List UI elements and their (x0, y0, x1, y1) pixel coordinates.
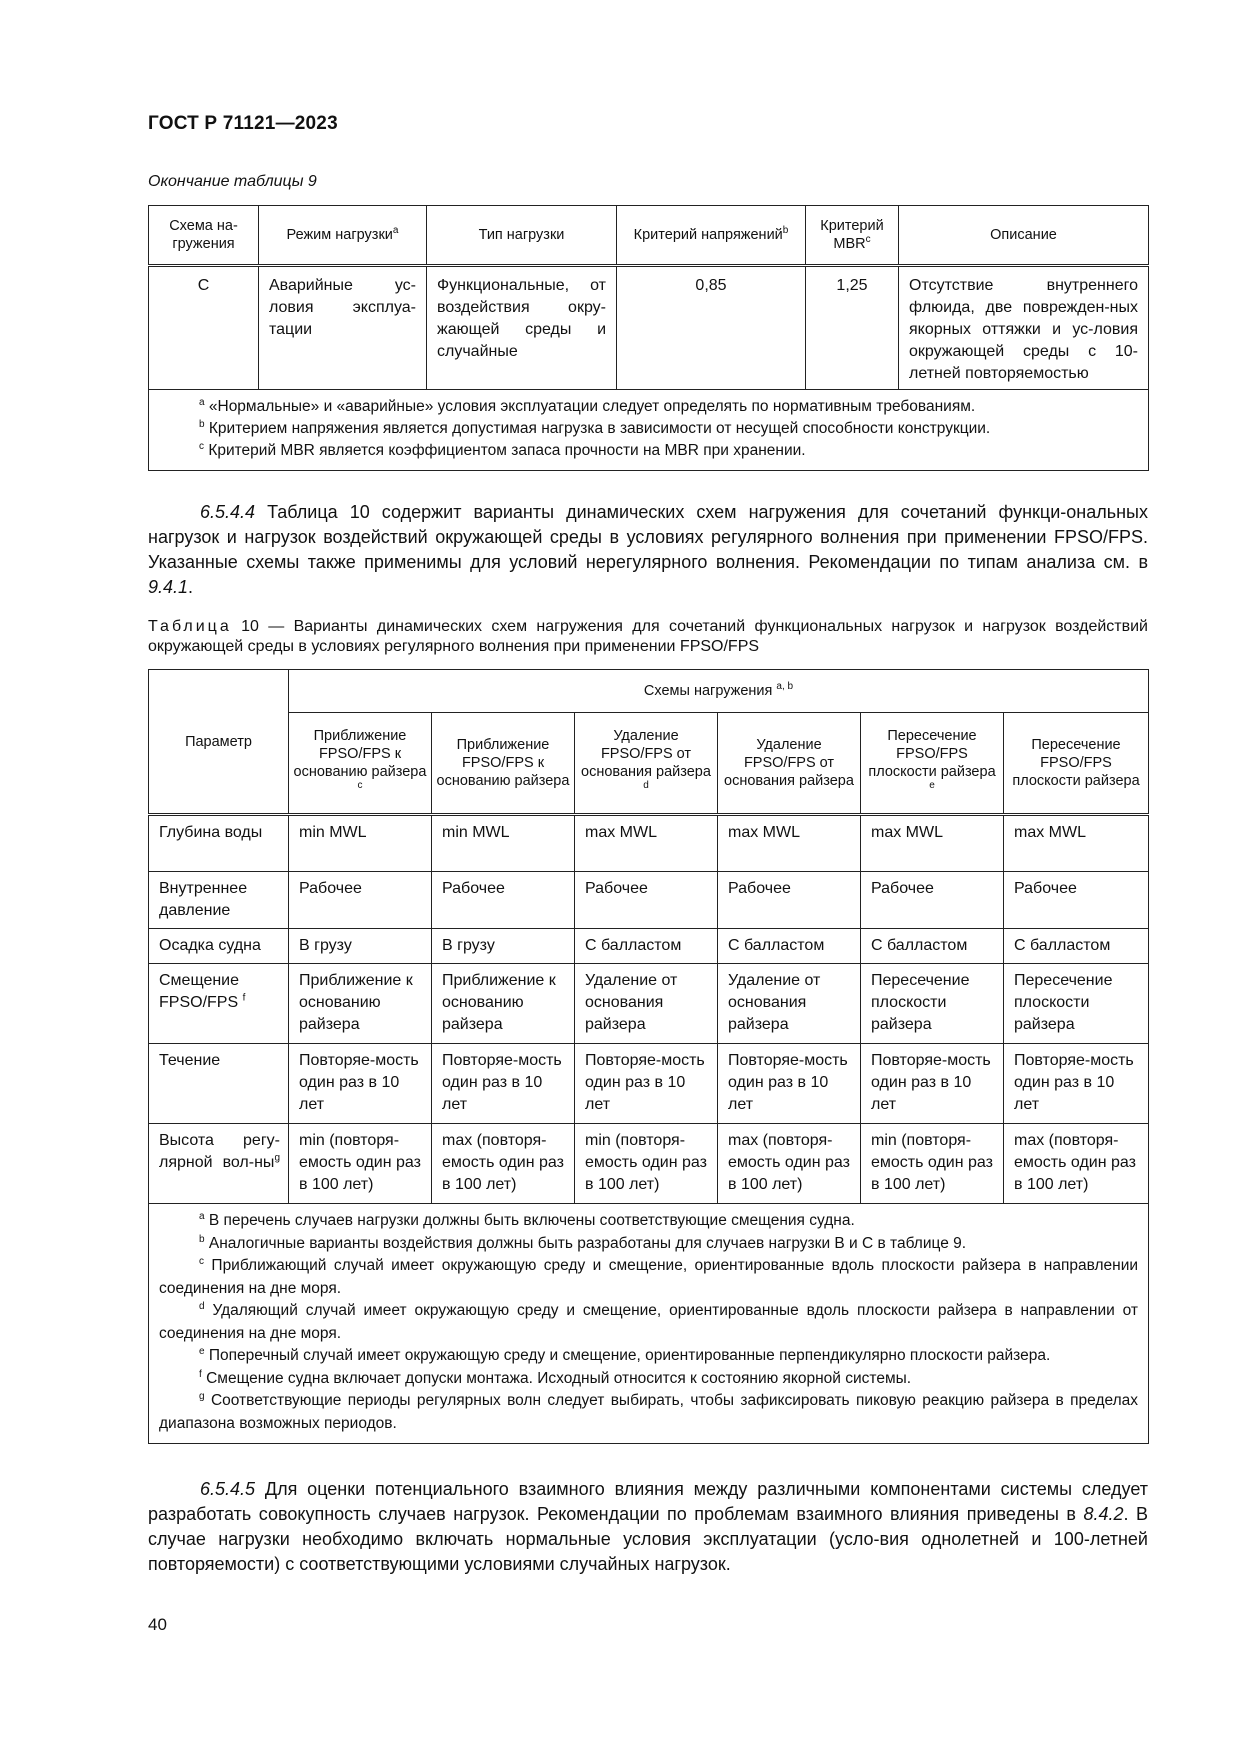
table9-continuation-caption: Окончание таблицы 9 (148, 173, 317, 190)
table10-cell: Рабочее (861, 872, 1004, 929)
table-9 (148, 205, 1149, 471)
table10-param: Течение (149, 1044, 289, 1124)
table10-cell: max (повторя-емость один раз в 100 лет) (1004, 1124, 1149, 1204)
table10-subheader: Приближение FPSO/FPS к основанию райзера (432, 713, 575, 815)
table10-cell: С балластом (575, 929, 718, 964)
table10-cell: max (повторя-емость один раз в 100 лет) (432, 1124, 575, 1204)
table10-cell: Удаление от основания райзера (718, 964, 861, 1044)
table10-cell: С балластом (1004, 929, 1149, 964)
table10-notes (149, 1204, 1149, 1444)
paragraph-number: 6.5.4.5 (200, 1479, 256, 1499)
table-row (149, 872, 1149, 929)
table9-cell-stress: 0,85 (617, 266, 806, 390)
table10-subheader: Удаление FPSO/FPS от основания райзера $^d$ (575, 713, 718, 815)
table10-cell: min (повторя-емость один раз в 100 лет) (575, 1124, 718, 1204)
cross-reference: 8.4.2 (1083, 1504, 1124, 1524)
table9-cell-mode: Аварийные ус-ловия эксплуа-тации (259, 266, 427, 390)
table10-cell: max MWL (861, 815, 1004, 872)
table10-subheader: Пересечение FPSO/FPS плоскости райзера $^e$ (861, 713, 1004, 815)
paragraph-number: 6.5.4.4 (200, 502, 256, 522)
table-row (149, 964, 1149, 1044)
paragraph-6-5-4-4: 6.5.4.4 Таблица 10 содержит варианты динамических схем нагружения для сочетаний функци-ональных нагрузок и нагрузок воздействий окружающей среды в условиях регулярного волнения при применении FPSO/FPS. Указанные схемы также применимы для условий нерегулярного волнения. Рекомендации по типам анализа см. в 9.4.1. (148, 502, 1148, 597)
table-row (149, 815, 1149, 872)
table10-cell: Повторяе-мость один раз в 10 лет (432, 1044, 575, 1124)
table-10 (148, 669, 1149, 1444)
table10-header-param: Параметр (149, 670, 289, 815)
table10-cell: min (повторя-емость один раз в 100 лет) (861, 1124, 1004, 1204)
table9-header-row (149, 206, 1149, 266)
table10-cell: max MWL (718, 815, 861, 872)
paragraph-6-5-4-5: 6.5.4.5 Для оценки потенциального взаимного влияния между различными компонентами системы следует разработать совокупность случаев нагрузок. Рекомендации по проблемам взаимного влияния приведены в 8.4.2. В случае нагрузки необходимо включать нормальные условия эксплуатации (усло-вия однолетней и 100-летней повторяемости) с соответствующими условиями случайных нагрузок. (148, 1479, 1149, 1574)
table10-header-group: Схемы нагружения $^{a, b}$ (289, 670, 1149, 713)
table10-cell: Пересечение плоскости райзера (1004, 964, 1149, 1044)
table10-cell: Повторяе-мость один раз в 10 лет (718, 1044, 861, 1124)
table10-cell: min MWL (432, 815, 575, 872)
table10-param: Осадка судна (149, 929, 289, 964)
table10-cell: Удаление от основания райзера (575, 964, 718, 1044)
table10-subheader: Удаление FPSO/FPS от основания райзера (718, 713, 861, 815)
table9-cell-mbr: 1,25 (806, 266, 899, 390)
table10-cell: Приближение к основанию райзера (432, 964, 575, 1044)
table9-header-type: Тип нагрузки (427, 206, 617, 266)
document-code: ГОСТ Р 71121—2023 (148, 113, 338, 134)
table-row (149, 266, 1149, 390)
table10-cell: Рабочее (575, 872, 718, 929)
table10-cell: Приближение к основанию райзера (289, 964, 432, 1044)
table9-header-stress: Критерий напряжений$^b$ (617, 206, 806, 266)
table9-header-mbr: Критерий MBR$^c$ (806, 206, 899, 266)
table9-header-scheme: Схема на-гружения (149, 206, 259, 266)
table9-note-a: $^a$ «Нормальные» и «аварийные» условия эксплуатации следует определять по нормативным требованиям. (199, 396, 976, 415)
table9-notes (149, 390, 1149, 471)
table10-cell: Повторяе-мость один раз в 10 лет (1004, 1044, 1149, 1124)
table10-cell: Рабочее (718, 872, 861, 929)
table10-cell: В грузу (432, 929, 575, 964)
table9-cell-type: Функциональные, от воздействия окру-жающей среды и случайные (427, 266, 617, 390)
table10-cell: Пересечение плоскости райзера (861, 964, 1004, 1044)
table10-cell: Повторяе-мость один раз в 10 лет (575, 1044, 718, 1124)
table10-cell: max MWL (1004, 815, 1149, 872)
table-row (149, 1124, 1149, 1204)
table10-subheader: Пересечение FPSO/FPS плоскости райзера (1004, 713, 1149, 815)
table10-cell: min (повторя-емость один раз в 100 лет) (289, 1124, 432, 1204)
table9-header-description: Описание (899, 206, 1149, 266)
table10-cell: max (повторя-емость один раз в 100 лет) (718, 1124, 861, 1204)
table9-note-c: $^c$ Критерий MBR является коэффициентом запаса прочности на MBR при хранении. (199, 440, 806, 459)
table10-cell: Повторяе-мость один раз в 10 лет (289, 1044, 432, 1124)
table10-notes-row (149, 1204, 1149, 1444)
page-number: 40 (148, 1615, 167, 1634)
table10-header-row (149, 670, 1149, 713)
table10-note-g: $^g$ Соответствующие периоды регулярных волн следует выбирать, чтобы зафиксировать пиковую реакцию райзера в пределах диапазона возможных периодов. (159, 1390, 1139, 1432)
table10-subheader-row (149, 713, 1149, 815)
table10-param: Внутреннее давление (149, 872, 289, 929)
table9-notes-row (149, 390, 1149, 471)
table10-cell: В грузу (289, 929, 432, 964)
table-row (149, 929, 1149, 964)
table10-caption: Таблица 10 — Варианты динамических схем нагружения для сочетаний функциональных нагрузок и нагрузок воздействий окружающей среды в условиях регулярного волнения при применении FPSO/FPS (148, 618, 1148, 655)
table10-note-b: $^b$ Аналогичные варианты воздействия должны быть разработаны для случаев нагрузки В и С в таблице 9. (199, 1233, 967, 1252)
table10-cell: Рабочее (432, 872, 575, 929)
table9-cell-description: Отсутствие внутреннего флюида, две поврежден-ных якорных оттяжки и ус-ловия окружающей среды с 10-летней повторяемостью (899, 266, 1149, 390)
table10-note-d: $^d$ Удаляющий случай имеет окружающую среду и смещение, ориентированные вдоль плоскости райзера в направлении от соединения на дне моря. (159, 1300, 1139, 1342)
table10-param: Смещение FPSO/FPS $^f$ (149, 964, 289, 1044)
table10-note-a: $^a$ В перечень случаев нагрузки должны быть включены соответствующие смещения судна. (199, 1210, 855, 1229)
table10-note-c: $^c$ Приближающий случай имеет окружающую среду и смещение, ориентированные вдоль плоскости райзера в направлении соединения на дне моря. (159, 1255, 1139, 1297)
table10-cell: min MWL (289, 815, 432, 872)
table9-header-mode: Режим нагрузки$^a$ (259, 206, 427, 266)
table10-param: Высота регу-лярной вол-$ны^g$ (149, 1124, 289, 1204)
cross-reference: 9.4.1 (148, 577, 189, 597)
table10-param: Глубина воды (149, 815, 289, 872)
table10-cell: С балластом (861, 929, 1004, 964)
table10-note-e: $^e$ Поперечный случай имеет окружающую среду и смещение, ориентированные перпендикулярно плоскости райзера. (199, 1345, 1051, 1364)
table-row (149, 1044, 1149, 1124)
table10-note-f: $^f$ Смещение судна включает допуски монтажа. Исходный относится к состоянию якорной системы. (199, 1368, 912, 1387)
table9-cell-scheme: С (149, 266, 259, 390)
table10-cell: С балластом (718, 929, 861, 964)
table10-cell: max MWL (575, 815, 718, 872)
table9-note-b: $^b$ Критерием напряжения является допустимая нагрузка в зависимости от несущей способности конструкции. (199, 418, 991, 437)
table10-subheader: Приближение FPSO/FPS к основанию райзера $^c$ (289, 713, 432, 815)
table10-cell: Повторяе-мость один раз в 10 лет (861, 1044, 1004, 1124)
table10-cell: Рабочее (289, 872, 432, 929)
table10-cell: Рабочее (1004, 872, 1149, 929)
